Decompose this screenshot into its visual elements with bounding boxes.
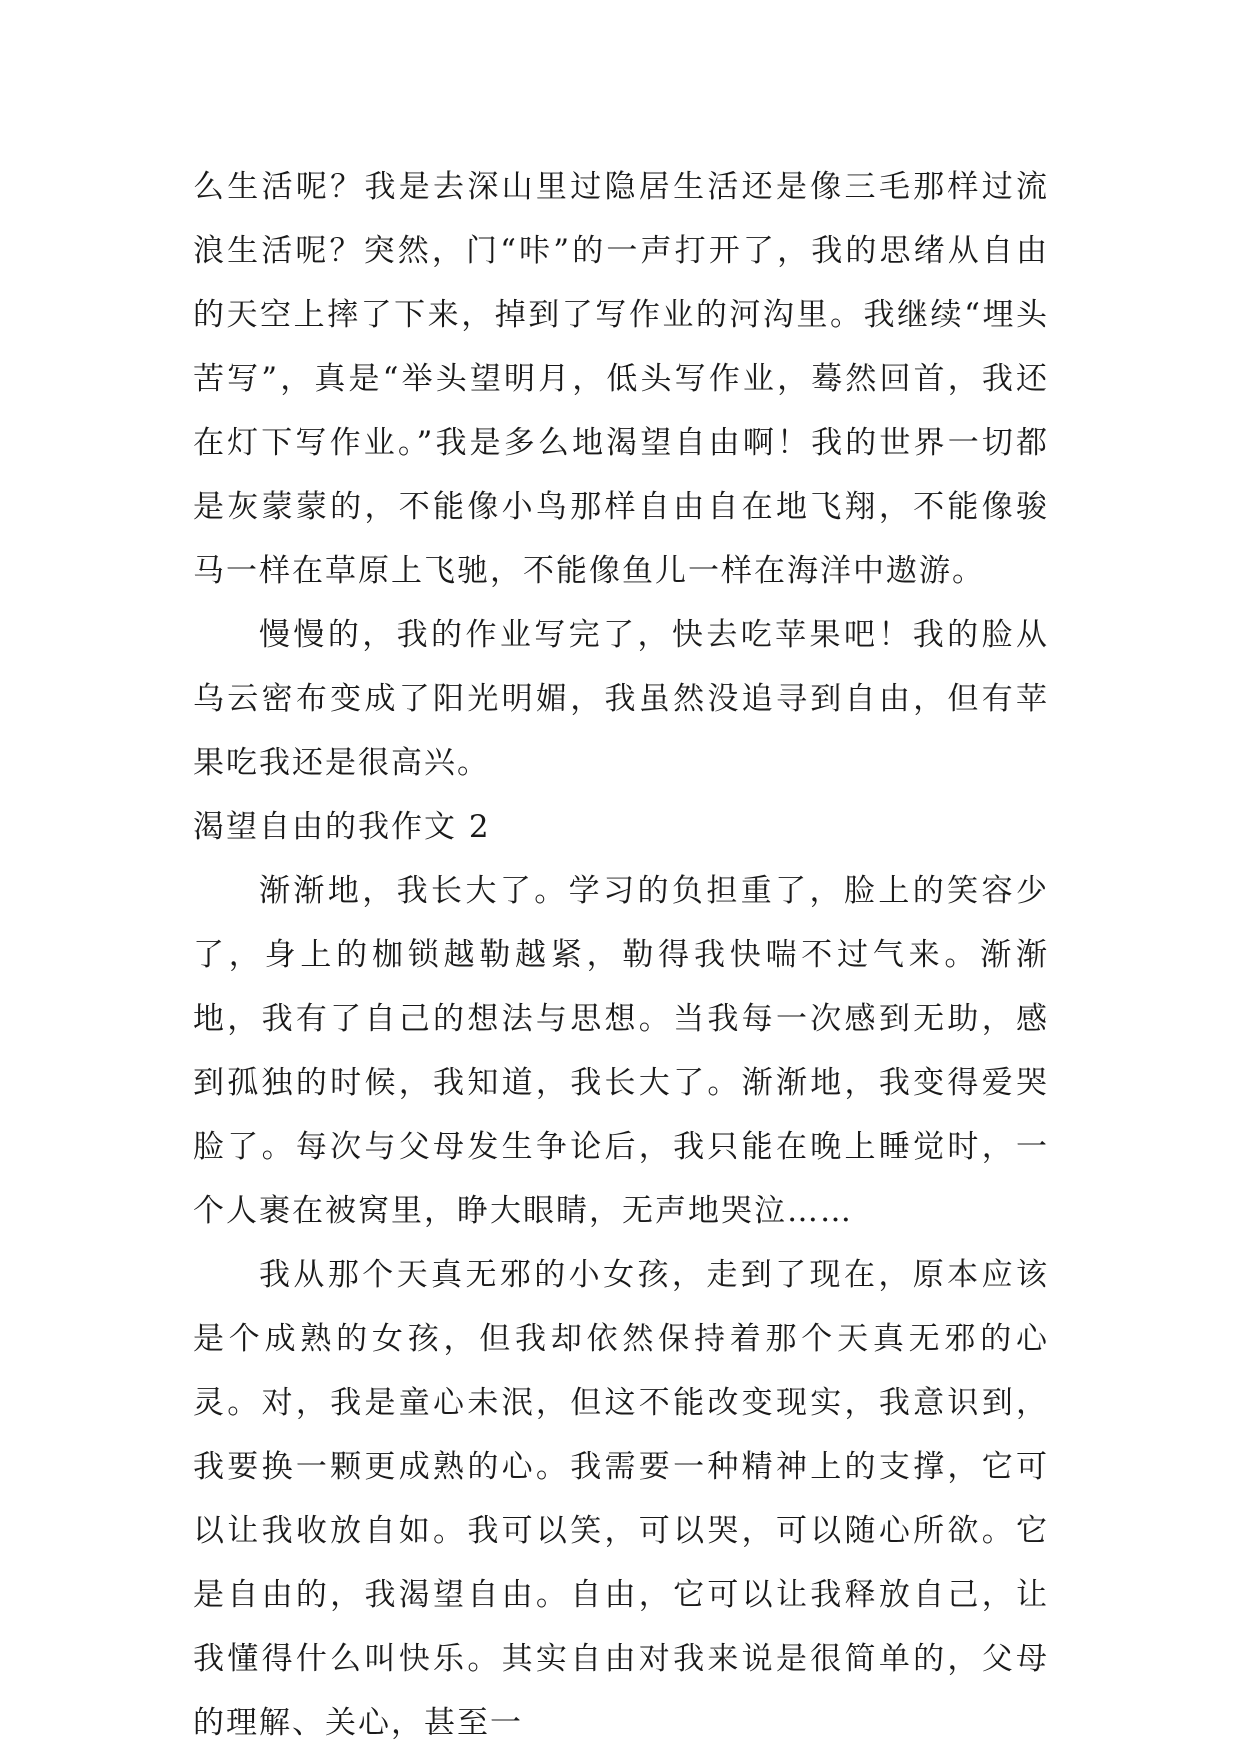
essay-heading: 渴望自由的我作文 2 [193, 809, 491, 845]
paragraph-apple: 慢慢的，我的作业写完了，快去吃苹果吧！我的脸从乌云密布变成了阳光明媚，我虽然没追寻到自由，但有苹果吃我还是很高兴。 [193, 617, 1049, 781]
document-page [193, 155, 1049, 1755]
paragraph-continued: 么生活呢？我是去深山里过隐居生活还是像三毛那样过流浪生活呢？突然，门“咔”的一声打开了，我的思绪从自由的天空上摔了下来，掉到了写作业的河沟里。我继续“埋头苦写”，真是“举头望明月，低头写作业，蓦然回首，我还在灯下写作业。”我是多么地渴望自由啊！我的世界一切都是灰蒙蒙的，不能像小鸟那样自由自在地飞翔，不能像骏马一样在草原上飞驰，不能像鱼儿一样在海洋中遨游。 [193, 169, 1049, 589]
paragraph-growing-up: 渐渐地，我长大了。学习的负担重了，脸上的笑容少了，身上的枷锁越勒越紧，勒得我快喘不过气来。渐渐地，我有了自己的想法与思想。当我每一次感到无助，感到孤独的时候，我知道，我长大了。渐渐地，我变得爱哭脸了。每次与父母发生争论后，我只能在晚上睡觉时，一个人裹在被窝里，睁大眼睛，无声地哭泣…… [193, 873, 1049, 1229]
paragraph-freedom: 我从那个天真无邪的小女孩，走到了现在，原本应该是个成熟的女孩，但我却依然保持着那个天真无邪的心灵。对，我是童心未泯，但这不能改变现实，我意识到，我要换一颗更成熟的心。我需要一种精神上的支撑，它可以让我收放自如。我可以笑，可以哭，可以随心所欲。它是自由的，我渴望自由。自由，它可以让我释放自己，让我懂得什么叫快乐。其实自由对我来说是很简单的，父母的理解、关心，甚至一 [193, 1257, 1049, 1741]
